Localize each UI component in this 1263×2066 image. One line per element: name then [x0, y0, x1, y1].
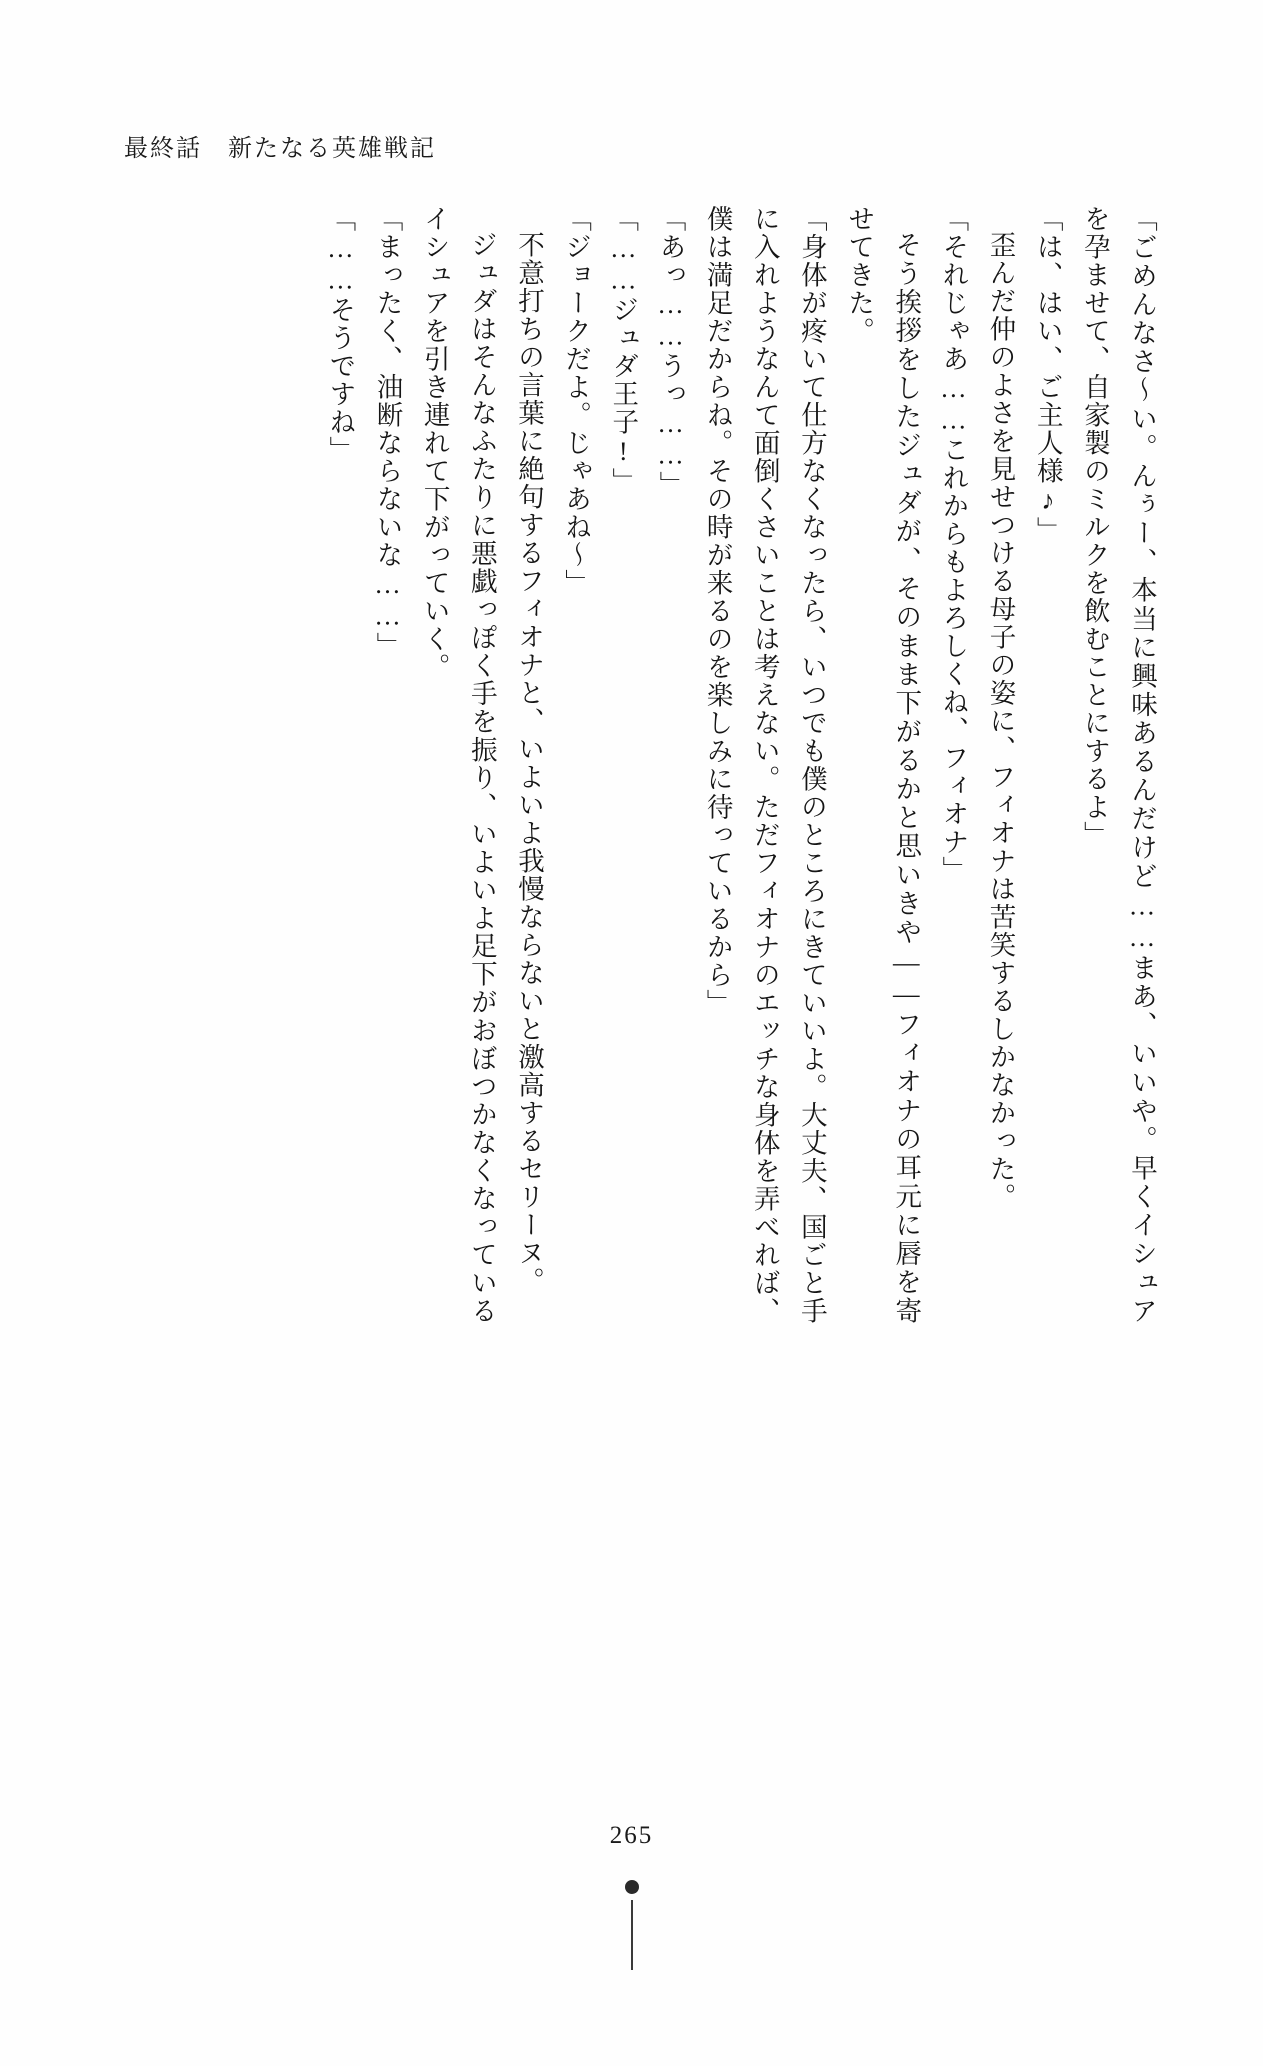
- paragraph: 歪んだ仲のよさを見せつける母子の姿に、フィオナは苦笑するしかなかった。: [985, 231, 1016, 1211]
- binding-dot-mark: [625, 1880, 639, 1894]
- page-number: 265: [609, 1822, 654, 1849]
- paragraph: 「は、はい、ご主人様♪」: [1032, 205, 1063, 545]
- paragraph: 「ごめんなさ～い。んぅー、本当に興味あるんだけど……まあ、いいや。早くイシュアを孕ませて、自家製のミルクを飲むことにするよ」: [1079, 205, 1157, 1325]
- paragraph: 「……ジュダ王子!」: [608, 205, 639, 496]
- paragraph: 「それじゃあ……これからもよろしくね、フィオナ」: [938, 205, 969, 884]
- chapter-title: 新たなる英雄戦記: [228, 136, 436, 162]
- paragraph: 「身体が疼いて仕方なくなったら、いつでも僕のところにきていいよ。大丈夫、国ごと手に入れようなんて面倒くさいことは考えない。ただフィオナのエッチな身体を弄べれば、僕は満足だからね。その時が来るのを楽しみに待っているから」: [702, 205, 827, 1325]
- running-header: [124, 128, 436, 163]
- paragraph: そう挨拶をしたジュダが、そのまま下がるかと思いきや――フィオナの耳元に唇を寄せてきた。: [844, 205, 922, 1326]
- body-text: [155, 205, 1165, 1325]
- paragraph: 「まったく、油断ならないな……」: [372, 205, 403, 660]
- paragraph: 「あっ……うっ……」: [655, 205, 686, 499]
- paragraph: 「……そうですね」: [325, 205, 356, 464]
- binding-line-mark: [631, 1900, 633, 1970]
- chapter-number: 最終話: [124, 136, 202, 162]
- paragraph: 「ジョークだよ。じゃあね～」: [561, 205, 592, 597]
- paragraph: 不意打ちの言葉に絶句するフィオナと、いよいよ我慢ならないと激高するセリーヌ。: [513, 231, 544, 1295]
- paragraph: ジュダはそんなふたりに悪戯っぽく手を振り、いよいよ足下がおぼつかなくなっているイシュアを引き連れて下がっていく。: [419, 205, 497, 1325]
